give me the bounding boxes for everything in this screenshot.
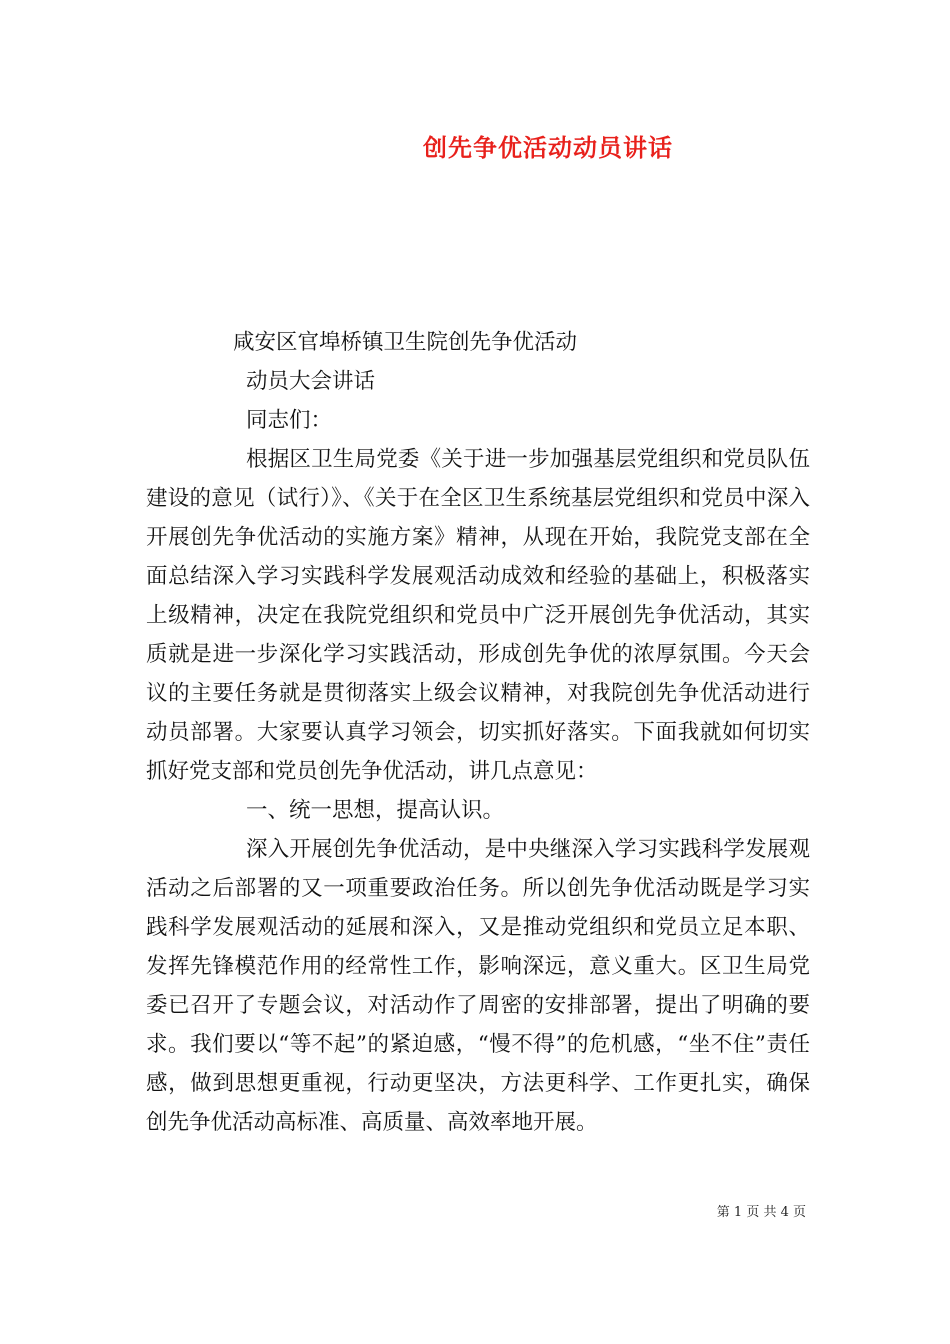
page-number: 第 1 页 共 4 页 <box>716 1205 806 1220</box>
subtitle-line-1: 咸安区官埠桥镇卫生院创先争优活动 <box>233 330 578 355</box>
section-heading-1: 一、统一思想，提高认识。 <box>246 798 505 823</box>
subtitle-line-2: 动员大会讲话 <box>246 369 376 394</box>
document-body <box>146 323 810 1142</box>
paragraph-2: 深入开展创先争优活动，是中央继深入学习实践科学发展观活动之后部署的又一项重要政治任务。所以创先争优活动既是学习实践科学发展观活动的延展和深入，又是推动党组织和党员立足本职、发挥先锋模范作用的经常性工作，影响深远，意义重大。区卫生局党委已召开了专题会议，对活动作了周密的安排部署，提出了明确的要求。我们要以“等不起”的紧迫感，“慢不得”的危机感，“坐不住”责任感，做到思想更重视，行动更坚决，方法更科学、工作更扎实，确保创先争优活动高标准、高质量、高效率地开展。 <box>146 837 810 1135</box>
document-title: 创先争优活动动员讲话 <box>423 134 673 162</box>
salutation: 同志们： <box>246 408 333 433</box>
paragraph-1: 根据区卫生局党委《关于进一步加强基层党组织和党员队伍建设的意见（试行）》、《关于在全区卫生系统基层党组织和党员中深入开展创先争优活动的实施方案》精神，从现在开始，我院党支部在全面总结深入学习实践科学发展观活动成效和经验的基础上，积极落实上级精神，决定在我院党组织和党员中广泛开展创先争优活动，其实质就是进一步深化学习实践活动，形成创先争优的浓厚氛围。今天会议的主要任务就是贯彻落实上级会议精神，对我院创先争优活动进行动员部署。大家要认真学习领会，切实抓好落实。下面我就如何切实抓好党支部和党员创先争优活动，讲几点意见： <box>146 447 810 784</box>
